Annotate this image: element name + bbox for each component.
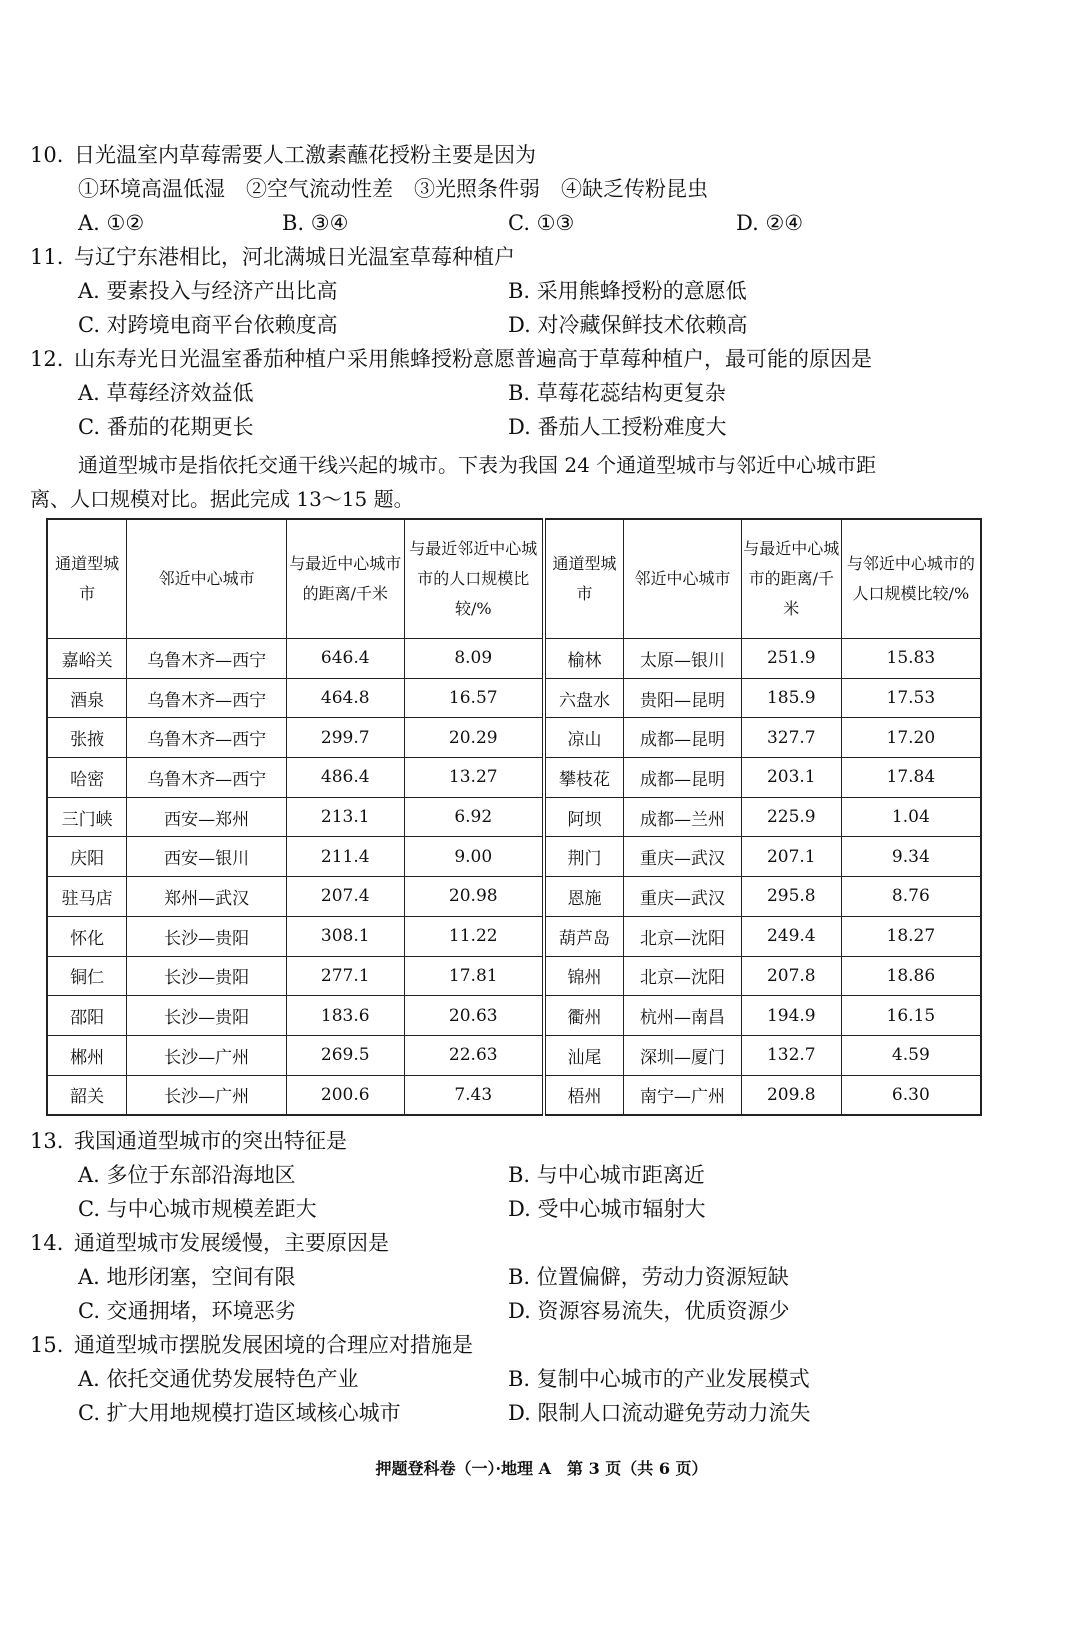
table-row xyxy=(47,758,981,798)
table-cell: 凉山 xyxy=(544,718,624,758)
table-cell: 榆林 xyxy=(544,639,624,679)
table-cell: 长沙—贵阳 xyxy=(127,916,287,956)
header-cell: 邻近中心城市 xyxy=(127,519,287,639)
table-row xyxy=(47,797,981,837)
table-cell: 464.8 xyxy=(286,678,404,718)
question-10-stem xyxy=(30,138,536,172)
table-row xyxy=(47,916,981,956)
header-cell: 通道型城市 xyxy=(544,519,624,639)
table-cell: 驻马店 xyxy=(47,877,127,917)
question-text: 日光温室内草莓需要人工激素蘸花授粉主要是因为 xyxy=(74,143,536,167)
table-cell: 132.7 xyxy=(741,1035,841,1075)
question-text: 通道型城市摆脱发展困境的合理应对措施是 xyxy=(74,1333,473,1357)
table-cell: 太原—银川 xyxy=(624,639,742,679)
table-cell: 4.59 xyxy=(841,1035,981,1075)
table-cell: 乌鲁木齐—西宁 xyxy=(127,678,287,718)
option-a: A. ①② xyxy=(78,211,145,235)
question-14-stem xyxy=(30,1226,389,1260)
table-cell: 6.30 xyxy=(841,1075,981,1115)
header-cell: 与邻近中心城市的人口规模比较/% xyxy=(841,519,981,639)
table-cell: 邵阳 xyxy=(47,996,127,1036)
table-row xyxy=(47,996,981,1036)
option-a: A. 草莓经济效益低 xyxy=(78,381,254,405)
question-text: 山东寿光日光温室番茄种植户采用熊蜂授粉意愿普遍高于草莓种植户，最可能的原因是 xyxy=(74,347,872,371)
question-11-stem xyxy=(30,240,515,274)
table-cell: 长沙—贵阳 xyxy=(127,956,287,996)
table-cell: 西安—郑州 xyxy=(127,797,287,837)
table-cell: 荆门 xyxy=(544,837,624,877)
option-d: D. ②④ xyxy=(736,211,804,235)
table-cell: 杭州—南昌 xyxy=(624,996,742,1036)
table-cell: 17.84 xyxy=(841,758,981,798)
table-cell: 18.86 xyxy=(841,956,981,996)
table-cell: 299.7 xyxy=(286,718,404,758)
table-cell: 锦州 xyxy=(544,956,624,996)
table-row xyxy=(47,718,981,758)
table-cell: 194.9 xyxy=(741,996,841,1036)
table-cell: 7.43 xyxy=(404,1075,544,1115)
table-cell: 三门峡 xyxy=(47,797,127,837)
table-cell: 西安—银川 xyxy=(127,837,287,877)
option-c: C. 交通拥堵，环境恶劣 xyxy=(78,1299,296,1323)
table-cell: 207.1 xyxy=(741,837,841,877)
header-cell: 与最近中心城市的距离/千米 xyxy=(286,519,404,639)
table-cell: 汕尾 xyxy=(544,1035,624,1075)
question-text: 我国通道型城市的突出特征是 xyxy=(74,1129,347,1153)
table-cell: 16.15 xyxy=(841,996,981,1036)
header-cell: 与最近中心城市的距离/千米 xyxy=(741,519,841,639)
table-cell: 207.8 xyxy=(741,956,841,996)
option-d: D. 对冷藏保鲜技术依赖高 xyxy=(508,313,748,337)
table-cell: 阿坝 xyxy=(544,797,624,837)
table-cell: 韶关 xyxy=(47,1075,127,1115)
table-cell: 15.83 xyxy=(841,639,981,679)
table-cell: 183.6 xyxy=(286,996,404,1036)
option-c: C. ①③ xyxy=(508,211,575,235)
question-number: 15. xyxy=(30,1333,64,1357)
option-a: A. 地形闭塞，空间有限 xyxy=(78,1265,296,1289)
table-cell: 277.1 xyxy=(286,956,404,996)
table-cell: 成都—昆明 xyxy=(624,718,742,758)
table-cell: 长沙—广州 xyxy=(127,1075,287,1115)
table-cell: 20.98 xyxy=(404,877,544,917)
question-number: 14. xyxy=(30,1231,64,1255)
option-b: B. 位置偏僻，劳动力资源短缺 xyxy=(508,1265,789,1289)
table-cell: 251.9 xyxy=(741,639,841,679)
table-cell: 庆阳 xyxy=(47,837,127,877)
question-13-stem xyxy=(30,1124,347,1158)
table-cell: 209.8 xyxy=(741,1075,841,1115)
option-d: D. 资源容易流失，优质资源少 xyxy=(508,1299,790,1323)
table-row xyxy=(47,877,981,917)
question-10-statements: ①环境高温低湿 ②空气流动性差 ③光照条件弱 ④缺乏传粉昆虫 xyxy=(78,177,708,201)
table-cell: 11.22 xyxy=(404,916,544,956)
table-cell: 8.76 xyxy=(841,877,981,917)
table-cell: 郴州 xyxy=(47,1035,127,1075)
table-cell: 20.63 xyxy=(404,996,544,1036)
table-cell: 六盘水 xyxy=(544,678,624,718)
table-cell: 怀化 xyxy=(47,916,127,956)
question-number: 10. xyxy=(30,143,64,167)
table-cell: 葫芦岛 xyxy=(544,916,624,956)
question-text: 与辽宁东港相比，河北满城日光温室草莓种植户 xyxy=(74,245,515,269)
table-cell: 225.9 xyxy=(741,797,841,837)
table-cell: 南宁—广州 xyxy=(624,1075,742,1115)
table-cell: 衢州 xyxy=(544,996,624,1036)
table-cell: 重庆—武汉 xyxy=(624,837,742,877)
table-cell: 17.20 xyxy=(841,718,981,758)
option-d: D. 番茄人工授粉难度大 xyxy=(508,415,727,439)
table-cell: 北京—沈阳 xyxy=(624,916,742,956)
option-b: B. 复制中心城市的产业发展模式 xyxy=(508,1367,810,1391)
table-cell: 张掖 xyxy=(47,718,127,758)
table-cell: 13.27 xyxy=(404,758,544,798)
option-a: A. 要素投入与经济产出比高 xyxy=(78,279,338,303)
option-a: A. 依托交通优势发展特色产业 xyxy=(78,1367,359,1391)
question-number: 11. xyxy=(30,245,64,269)
table-cell: 梧州 xyxy=(544,1075,624,1115)
table-cell: 长沙—广州 xyxy=(127,1035,287,1075)
table-cell: 贵阳—昆明 xyxy=(624,678,742,718)
table-cell: 重庆—武汉 xyxy=(624,877,742,917)
intro-line-2: 离、人口规模对比。据此完成 13～15 题。 xyxy=(30,487,414,511)
table-cell: 北京—沈阳 xyxy=(624,956,742,996)
table-cell: 乌鲁木齐—西宁 xyxy=(127,639,287,679)
table-cell: 200.6 xyxy=(286,1075,404,1115)
page-footer: 押题登科卷（一）·地理 A 第 3 页（共 6 页） xyxy=(375,1459,708,1478)
table-cell: 乌鲁木齐—西宁 xyxy=(127,758,287,798)
option-b: B. ③④ xyxy=(282,211,349,235)
option-c: C. 对跨境电商平台依赖度高 xyxy=(78,313,338,337)
table-cell: 213.1 xyxy=(286,797,404,837)
table-row xyxy=(47,1075,981,1115)
header-cell: 邻近中心城市 xyxy=(624,519,742,639)
table-cell: 成都—兰州 xyxy=(624,797,742,837)
table-row xyxy=(47,956,981,996)
option-d: D. 限制人口流动避免劳动力流失 xyxy=(508,1401,811,1425)
option-b: B. 草莓花蕊结构更复杂 xyxy=(508,381,726,405)
table-cell: 恩施 xyxy=(544,877,624,917)
table-cell: 295.8 xyxy=(741,877,841,917)
table-row xyxy=(47,1035,981,1075)
material-intro xyxy=(30,448,1060,516)
table-cell: 铜仁 xyxy=(47,956,127,996)
table-cell: 22.63 xyxy=(404,1035,544,1075)
table-row xyxy=(47,837,981,877)
table-cell: 327.7 xyxy=(741,718,841,758)
table-cell: 6.92 xyxy=(404,797,544,837)
table-cell: 249.4 xyxy=(741,916,841,956)
question-text: 通道型城市发展缓慢，主要原因是 xyxy=(74,1231,389,1255)
table-cell: 长沙—贵阳 xyxy=(127,996,287,1036)
option-b: B. 与中心城市距离近 xyxy=(508,1163,705,1187)
table-cell: 嘉峪关 xyxy=(47,639,127,679)
table-cell: 哈密 xyxy=(47,758,127,798)
table-cell: 乌鲁木齐—西宁 xyxy=(127,718,287,758)
option-a: A. 多位于东部沿海地区 xyxy=(78,1163,296,1187)
table-cell: 203.1 xyxy=(741,758,841,798)
table-cell: 207.4 xyxy=(286,877,404,917)
header-cell: 与最近邻近中心城市的人口规模比较/% xyxy=(404,519,544,639)
table-cell: 308.1 xyxy=(286,916,404,956)
table-cell: 16.57 xyxy=(404,678,544,718)
table-row xyxy=(47,678,981,718)
table-cell: 9.34 xyxy=(841,837,981,877)
question-12-stem xyxy=(30,342,872,376)
table-cell: 酒泉 xyxy=(47,678,127,718)
table-cell: 185.9 xyxy=(741,678,841,718)
table-header-row xyxy=(47,519,981,639)
table-cell: 18.27 xyxy=(841,916,981,956)
table-cell: 486.4 xyxy=(286,758,404,798)
table-cell: 211.4 xyxy=(286,837,404,877)
table-cell: 郑州—武汉 xyxy=(127,877,287,917)
table-cell: 8.09 xyxy=(404,639,544,679)
option-c: C. 番茄的花期更长 xyxy=(78,415,254,439)
question-15-stem xyxy=(30,1328,473,1362)
table-cell: 深圳—厦门 xyxy=(624,1035,742,1075)
table-cell: 攀枝花 xyxy=(544,758,624,798)
option-d: D. 受中心城市辐射大 xyxy=(508,1197,706,1221)
table-row xyxy=(47,639,981,679)
option-b: B. 采用熊蜂授粉的意愿低 xyxy=(508,279,747,303)
option-c: C. 扩大用地规模打造区域核心城市 xyxy=(78,1401,401,1425)
question-number: 13. xyxy=(30,1129,64,1153)
table-cell: 17.53 xyxy=(841,678,981,718)
table-cell: 成都—昆明 xyxy=(624,758,742,798)
table-cell: 17.81 xyxy=(404,956,544,996)
city-comparison-table xyxy=(46,518,982,1116)
header-cell: 通道型城市 xyxy=(47,519,127,639)
intro-line-1: 通道型城市是指依托交通干线兴起的城市。下表为我国 24 个通道型城市与邻近中心城市距 xyxy=(78,453,877,477)
question-number: 12. xyxy=(30,347,64,371)
option-c: C. 与中心城市规模差距大 xyxy=(78,1197,317,1221)
table-cell: 9.00 xyxy=(404,837,544,877)
table-cell: 20.29 xyxy=(404,718,544,758)
table-body xyxy=(47,639,981,1116)
table-cell: 646.4 xyxy=(286,639,404,679)
table-cell: 269.5 xyxy=(286,1035,404,1075)
table-cell: 1.04 xyxy=(841,797,981,837)
